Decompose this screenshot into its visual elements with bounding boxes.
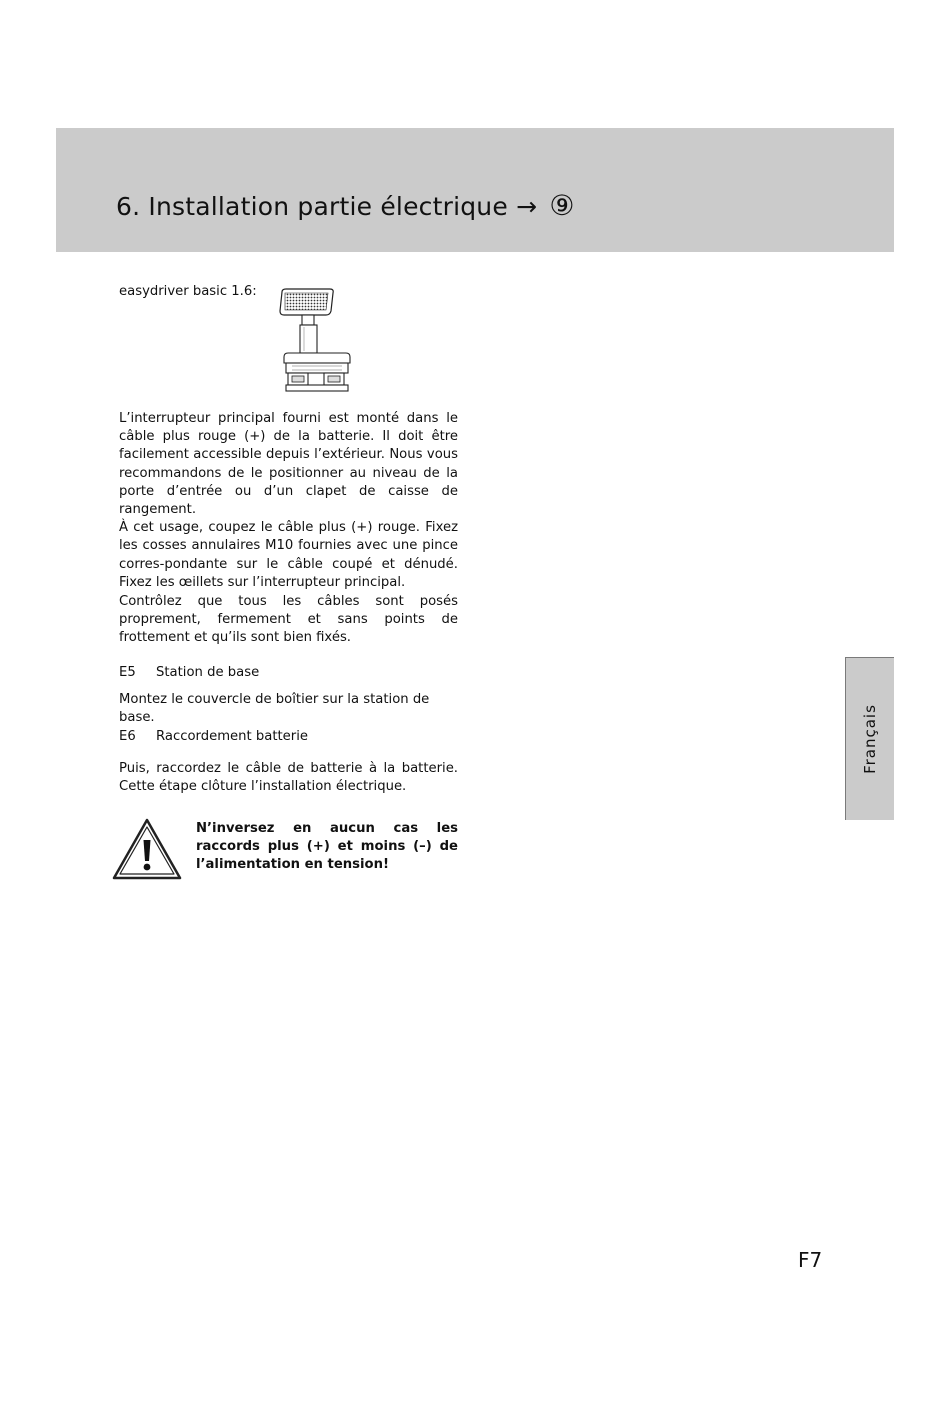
check-paragraph: Contrôlez que tous les câbles sont posés proprement, fermement et sans points de frottement et qu’ils sont bien fixés. [119, 594, 458, 646]
intro-paragraph-2: À cet usage, coupez le câble plus (+) rouge. Fixez les cosses annulaires M10 fournies avec une pince corres-pondante sur le câble coupé et dénudé. Fixez les œillets sur l’interrupteur principal. [119, 520, 458, 590]
header-band [56, 128, 894, 252]
section-title: Raccordement batterie [156, 729, 308, 744]
battery-main-switch-icon [274, 287, 364, 393]
warning-triangle-icon [112, 818, 182, 880]
section-number: E6 [119, 729, 136, 744]
language-tab-label: Français [861, 704, 879, 774]
title-text: 6. Installation partie électrique → [116, 192, 538, 221]
language-tab [845, 657, 894, 820]
section-heading-e6 [119, 728, 458, 746]
section-number: E5 [119, 665, 136, 680]
section-title: Station de base [156, 665, 260, 680]
figure-reference: ⑨ [549, 189, 575, 222]
section-text-e6: Puis, raccordez le câble de batterie à la batterie. Cette étape clôture l’installation électrique. [119, 761, 458, 795]
intro-text [119, 410, 458, 592]
section-heading-e5 [119, 664, 458, 682]
intro-paragraph-1: L’interrupteur principal fourni est monté dans le câble plus rouge (+) de la batterie. Il doit être facilement accessible depuis l’extérieur. Nous vous recommandons de le positionner au niveau de la porte d’entrée ou d’un clapet de caisse de rangement. [119, 411, 458, 518]
page-title [116, 186, 575, 227]
page-number: F7 [798, 1248, 823, 1272]
section-text-e5: Montez le couvercle de boîtier sur la station de base. [119, 692, 430, 726]
product-label: easydriver basic 1.6: [119, 284, 257, 299]
warning-text: N’inversez en aucun cas les raccords plus (+) et moins (–) de l’alimentation en tension! [196, 821, 458, 873]
